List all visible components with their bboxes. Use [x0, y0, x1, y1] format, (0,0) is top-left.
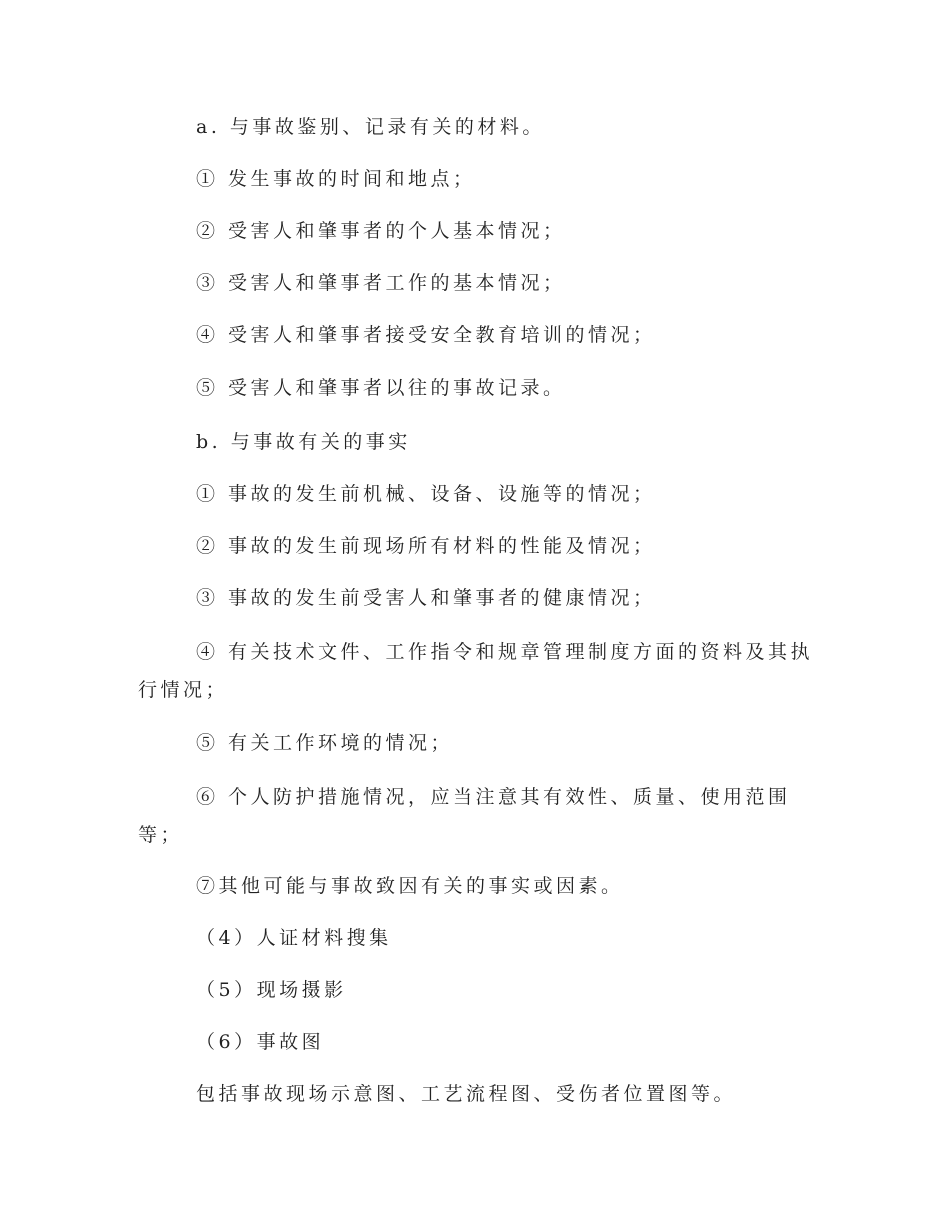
- item-b-6-line1: ⑥ 个人防护措施情况，应当注意其有效性、质量、使用范围: [196, 786, 791, 808]
- section-6-heading: （6）事故图: [196, 1031, 325, 1053]
- item-b-4-line2: 行情况；: [138, 679, 229, 701]
- item-b-heading: b. 与事故有关的事实: [196, 431, 411, 453]
- item-a-1: ① 发生事故的时间和地点；: [196, 168, 476, 190]
- item-b-3: ③ 事故的发生前受害人和肇事者的健康情况；: [196, 587, 656, 609]
- item-a-heading: a. 与事故鉴别、记录有关的材料。: [196, 116, 545, 138]
- section-4-heading: （4）人证材料搜集: [196, 927, 392, 949]
- item-a-3: ③ 受害人和肇事者工作的基本情况；: [196, 272, 566, 294]
- item-a-4: ④ 受害人和肇事者接受安全教育培训的情况；: [196, 324, 656, 346]
- item-b-5: ⑤ 有关工作环境的情况；: [196, 732, 454, 754]
- item-b-2: ② 事故的发生前现场所有材料的性能及情况；: [196, 535, 656, 557]
- item-b-6-line2: 等；: [138, 824, 184, 846]
- section-6-body: 包括事故现场示意图、工艺流程图、受伤者位置图等。: [196, 1083, 737, 1105]
- item-a-5: ⑤ 受害人和肇事者以往的事故记录。: [196, 377, 566, 399]
- section-5-heading: （5）现场摄影: [196, 979, 347, 1001]
- item-a-2: ② 受害人和肇事者的个人基本情况；: [196, 220, 566, 242]
- item-b-1: ① 事故的发生前机械、设备、设施等的情况；: [196, 483, 656, 505]
- item-b-7: ⑦其他可能与事故致因有关的事实或因素。: [196, 875, 624, 897]
- item-b-4-line1: ④ 有关技术文件、工作指令和规章管理制度方面的资料及其执: [196, 641, 814, 663]
